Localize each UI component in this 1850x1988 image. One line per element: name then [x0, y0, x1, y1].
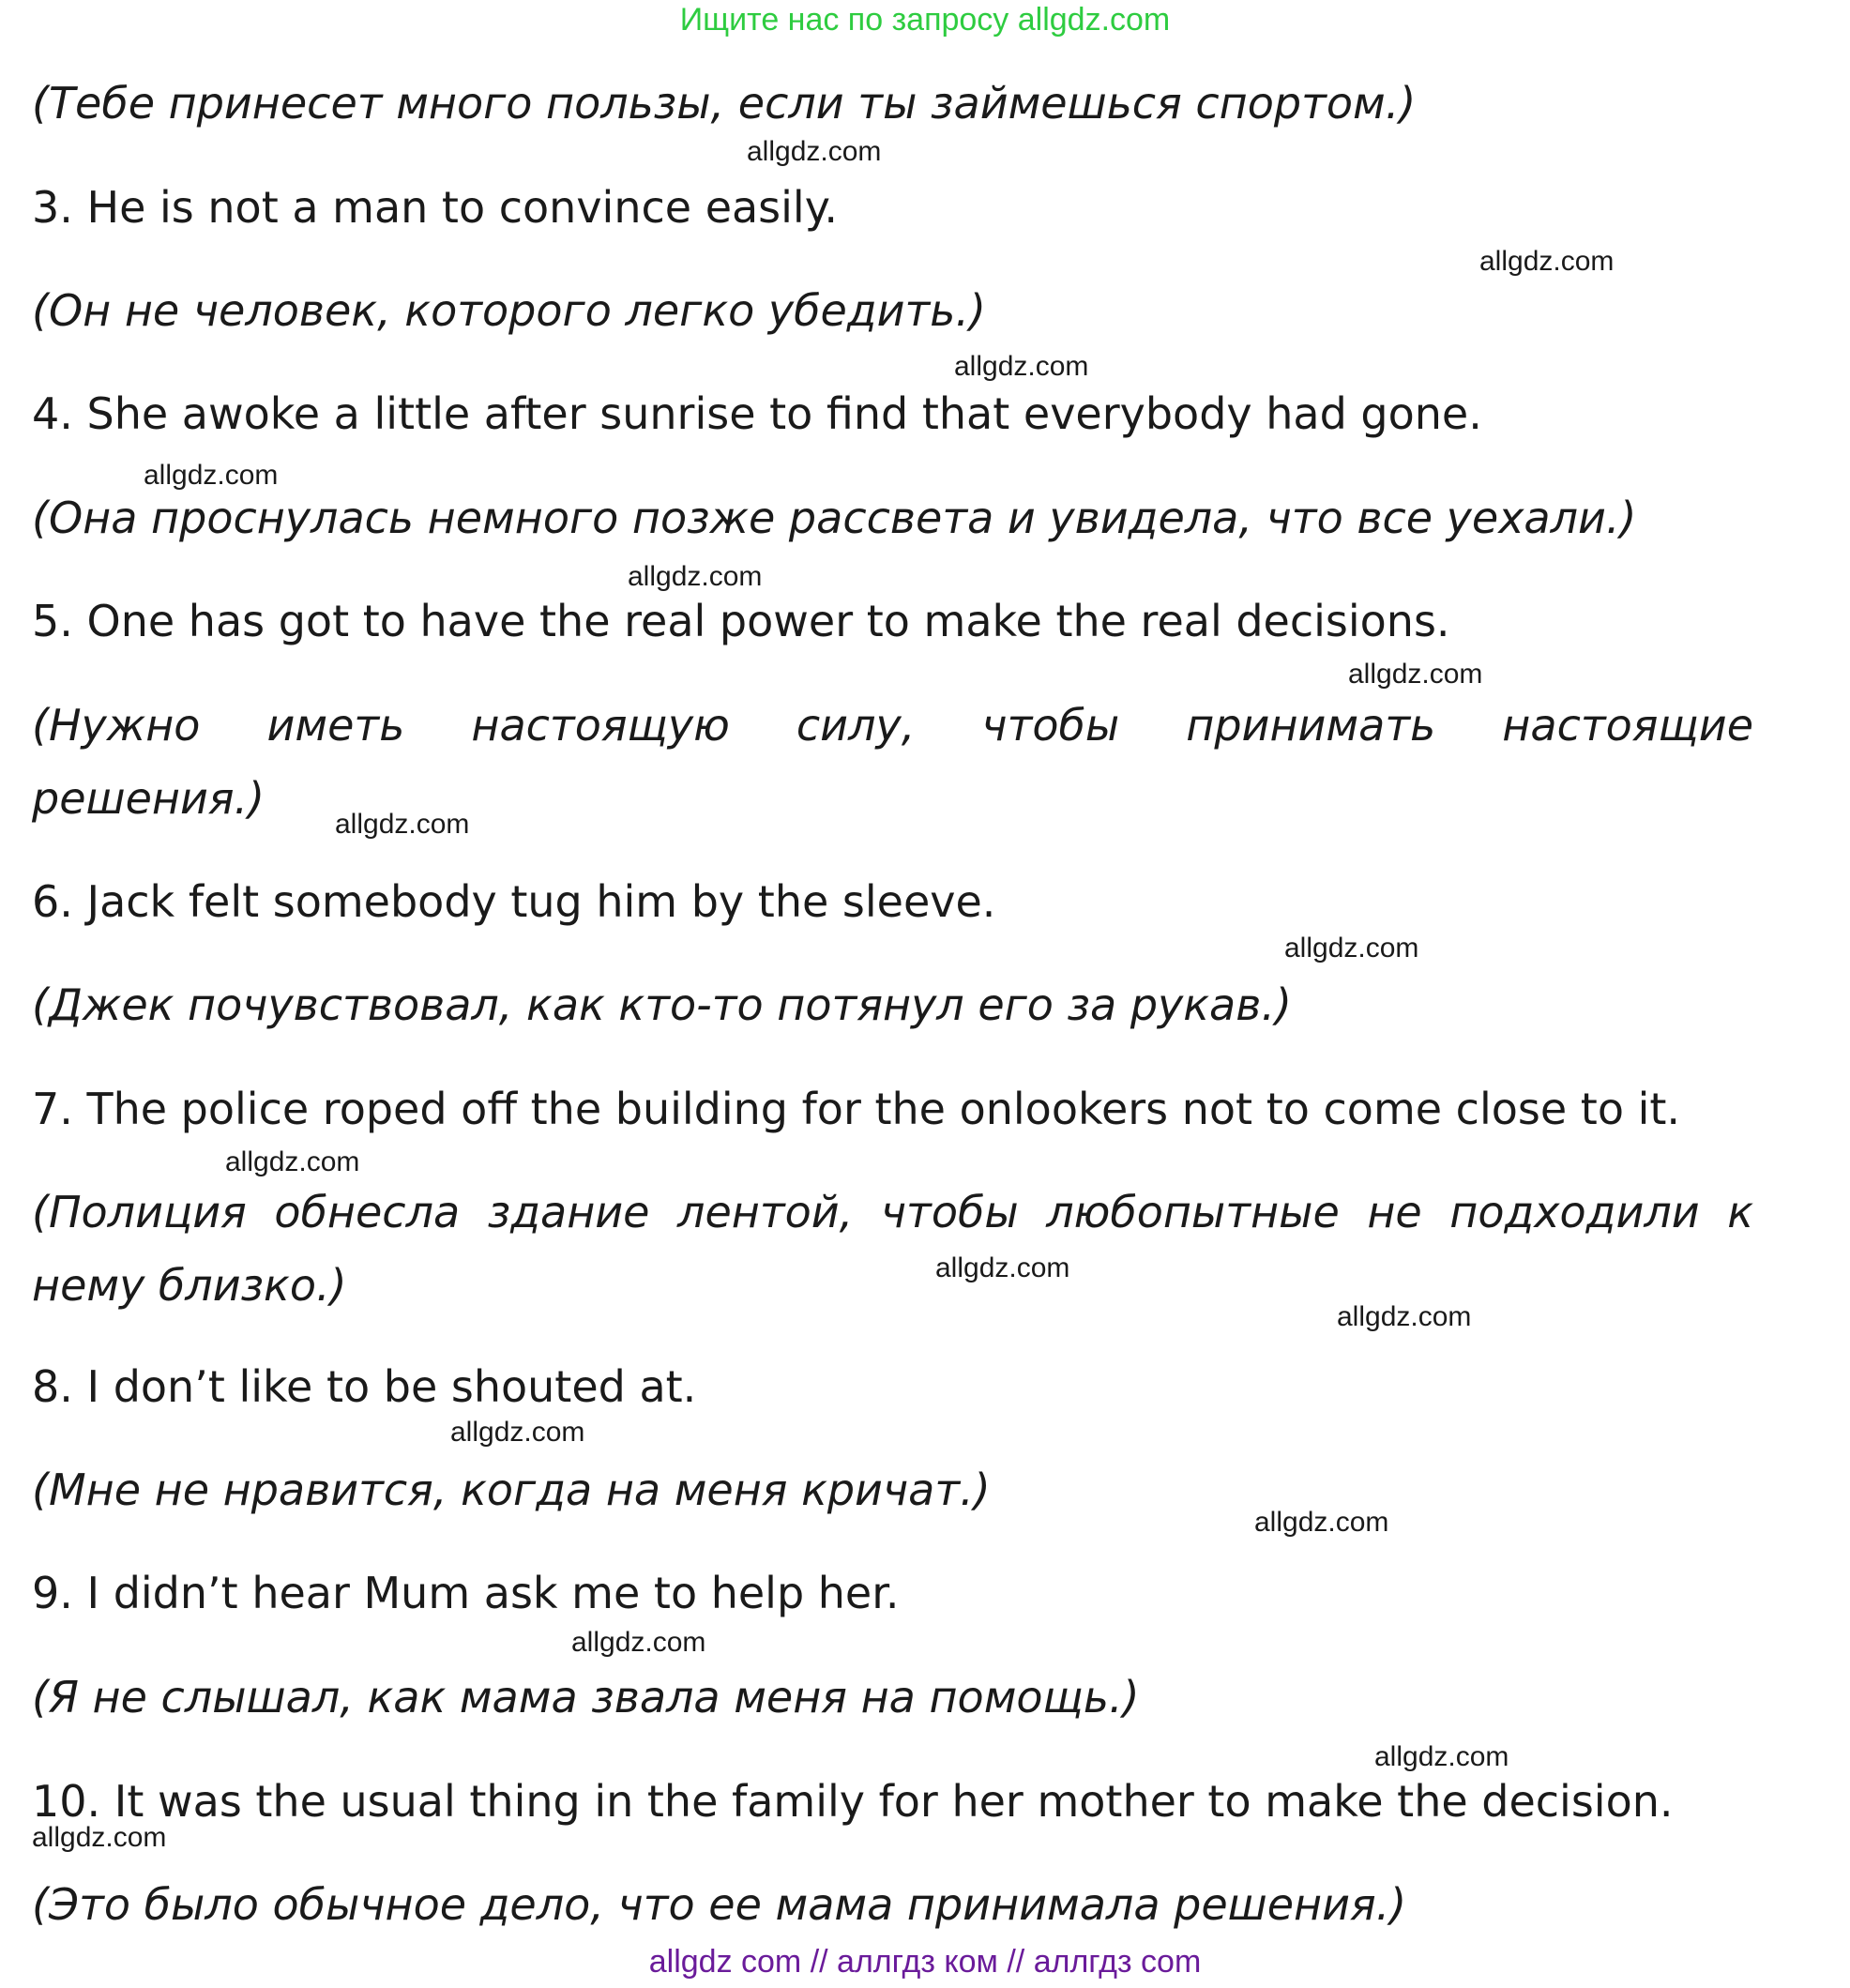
- translation-line: (Полиция обнесла здание лентой, чтобы любопытные не подходили к: [32, 1187, 1753, 1237]
- site-banner[interactable]: Ищите нас по запросу allgdz.com: [679, 2, 1171, 38]
- watermark: allgdz.com: [1337, 1301, 1472, 1332]
- translation-line: (Мне не нравится, когда на меня кричат.): [32, 1464, 991, 1515]
- watermark: allgdz.com: [32, 1822, 167, 1853]
- watermark: allgdz.com: [144, 460, 279, 491]
- watermark: allgdz.com: [628, 561, 763, 592]
- sentence-line: 3. He is not a man to convince easily.: [32, 182, 838, 233]
- sentence-line: 6. Jack felt somebody tug him by the sleeve.: [32, 876, 996, 927]
- watermark: allgdz.com: [1374, 1741, 1509, 1772]
- watermark: allgdz.com: [954, 351, 1089, 382]
- sentence-line: 7. The police roped off the building for the onlookers not to come close to it.: [32, 1084, 1681, 1134]
- watermark: allgdz.com: [335, 809, 470, 840]
- watermark: allgdz.com: [1479, 246, 1615, 277]
- translation-line: (Джек почувствовал, как кто-то потянул его за рукав.): [32, 979, 1292, 1030]
- sentence-line: 5. One has got to have the real power to make the real decisions.: [32, 596, 1450, 646]
- watermark: allgdz.com: [747, 136, 882, 167]
- translation-line: (Нужно иметь настоящую силу, чтобы принимать настоящие: [32, 700, 1753, 751]
- watermark: allgdz.com: [1254, 1507, 1389, 1538]
- watermark: allgdz.com: [450, 1417, 585, 1448]
- translation-line: (Тебе принесет много пользы, если ты займешься спортом.): [32, 78, 1417, 129]
- watermark: allgdz.com: [1348, 659, 1483, 690]
- watermark: allgdz.com: [935, 1252, 1070, 1283]
- translation-line: нему близко.): [32, 1260, 347, 1311]
- sentence-line: 8. I don’t like to be shouted at.: [32, 1361, 697, 1412]
- sentence-line: 10. It was the usual thing in the family for her mother to make the decision.: [32, 1776, 1674, 1827]
- translation-line: (Я не слышал, как мама звала меня на помощь.): [32, 1672, 1140, 1722]
- sentence-line: 9. I didn’t hear Mum ask me to help her.: [32, 1568, 900, 1618]
- translation-line: (Он не человек, которого легко убедить.): [32, 285, 986, 336]
- watermark: allgdz.com: [225, 1146, 360, 1177]
- footer-links[interactable]: allgdz com // аллгдз ком // аллгдз com: [648, 1944, 1202, 1980]
- sentence-line: 4. She awoke a little after sunrise to find that everybody had gone.: [32, 388, 1482, 439]
- translation-line: решения.): [32, 773, 265, 824]
- watermark: allgdz.com: [571, 1627, 706, 1658]
- watermark: allgdz.com: [1284, 933, 1419, 964]
- translation-line: (Это было обычное дело, что ее мама принимала решения.): [32, 1879, 1407, 1930]
- translation-line: (Она проснулась немного позже рассвета и увидела, что все уехали.): [32, 493, 1637, 543]
